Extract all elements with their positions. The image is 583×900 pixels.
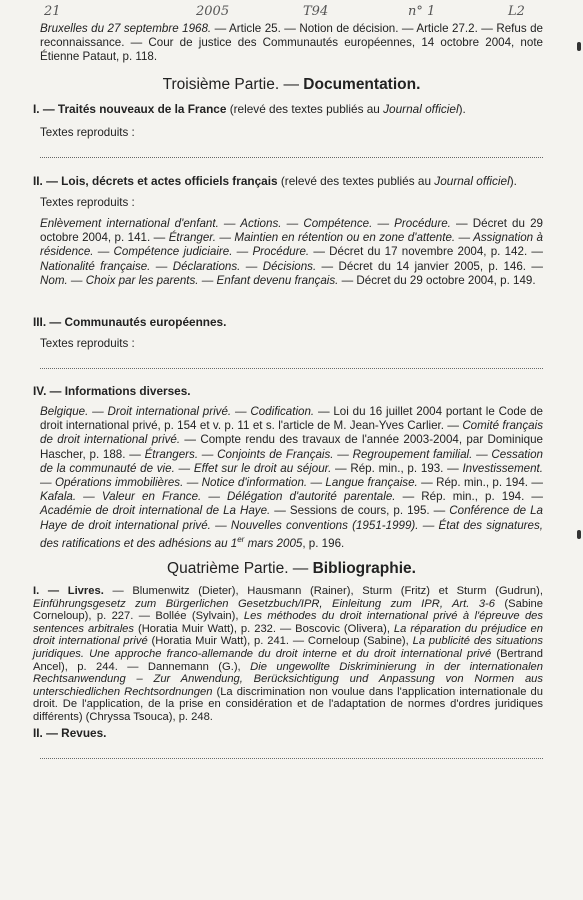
- entry-ref: (La discrimination non voulue dans l'application internationale du droit. De l'application, de la prise en considération et de l'adaptation de normes d'ordres juridiques différents) (Chryssa Tsouca), p. 248.: [33, 685, 543, 723]
- book-title: Einführungsgesetz zum Bürgerlichen Gesetzbuch/IPR, Einleitung zum IPR, Art. 3-6: [33, 597, 495, 610]
- ordinal-superscript: er: [237, 534, 245, 544]
- entry-title: Belgique. — Droit international privé. — Codification.: [40, 405, 315, 418]
- entry-ref: (Sabine Corneloup), p. 227. — Bollée (Sylvain),: [33, 597, 543, 623]
- section-title: III. — Communautés européennes.: [33, 315, 227, 329]
- part-title-documentation: [40, 76, 543, 94]
- handwritten-note: 21: [44, 4, 61, 19]
- handwritten-note: n° 1: [408, 4, 436, 19]
- page-edge-mark: [577, 530, 581, 539]
- entry-ref: (Bertrand Ancel), p. 244. — Dannemann (G.),: [33, 647, 544, 673]
- section-title: II. — Lois, décrets et actes officiels français: [33, 174, 278, 188]
- entry-ref: — Décret du 29 octobre 2004, p. 149.: [338, 273, 536, 287]
- section-note-end: ).: [458, 102, 466, 116]
- part-label: Quatrième Partie. —: [167, 560, 313, 577]
- section-heading-communities: [33, 315, 543, 329]
- section-heading-treaties: [33, 102, 543, 116]
- section-note: (relevé des textes publiés au: [226, 102, 384, 116]
- part-title-bibliography: [40, 560, 543, 578]
- dotted-leader: [40, 368, 543, 369]
- part-heading: Documentation.: [303, 76, 421, 93]
- book-title: La réparation du préjudice en droit international privé: [33, 622, 543, 648]
- page-edge-mark: [577, 42, 581, 51]
- reproduced-texts-label: Textes reproduits :: [40, 196, 135, 209]
- entry-title: Kafala. — Valeur en France. — Délégation d'autorité parentale.: [40, 490, 396, 504]
- journal-name: Journal officiel: [383, 102, 459, 116]
- entry-ref: (Horatia Muir Watt), p. 241. — Corneloup (Sabine),: [147, 635, 413, 648]
- citation-italic: Bruxelles du 27 septembre 1968.: [40, 22, 212, 35]
- entry-ref: — Décret du 29 octobre 2004, p. 141. —: [40, 217, 543, 245]
- entry-ref: — Rép. min., p. 193. —: [331, 461, 463, 475]
- book-title: La publicité des situations juridiques. Une approche franco-allemande du droit interne et du droit international privé: [33, 635, 543, 660]
- entry-ref: — Blumenwitz (Dieter), Hausmann (Rainer), Sturm (Fritz) et Sturm (Gudrun),: [103, 585, 543, 597]
- section-note: (relevé des textes publiés au: [277, 174, 435, 188]
- entry-title: Nom. — Choix par les parents. — Enfant devenu français.: [40, 273, 339, 287]
- laws-paragraph: [40, 217, 543, 288]
- entry-title: Étrangers. — Conjoints de Français. — Regroupement familial. — Cessation de la communauté de vie. — Effet sur le droit au séjour.: [40, 447, 543, 475]
- entry-title: Conférence de La Haye de droit international privé. — Nouvelles conventions (1951-1999). — État des signatures, des ratifications et des adhésions au 1: [40, 504, 543, 550]
- entry-ref: — Sessions de cours, p. 195. —: [270, 504, 450, 518]
- entry-ref: (Horatia Muir Watt), p. 232. — Boscovic (Olivera),: [134, 622, 394, 635]
- entry-title: mars 2005: [244, 536, 303, 550]
- section-heading-laws: [33, 174, 543, 188]
- part-heading: Bibliographie.: [312, 560, 416, 577]
- handwritten-note: T94: [303, 4, 329, 19]
- entry-ref: — Décret du 17 novembre 2004, p. 142. —: [309, 245, 543, 259]
- dotted-leader: [40, 157, 543, 158]
- reproduced-texts-label: Textes reproduits :: [40, 337, 135, 350]
- section-title: II. — Revues.: [33, 726, 107, 740]
- section-note-end: ).: [509, 174, 517, 188]
- dotted-leader: [40, 758, 543, 759]
- entry-title: Comité français de droit international privé.: [40, 419, 543, 447]
- citation-text: — Article 25. — Notion de décision. — Article 27.2. — Refus de reconnaissance. — Cour de justice des Communautés européennes, 14 octobre 2004, note Étienne Pataut, p. 118.: [40, 22, 543, 64]
- books-paragraph: [33, 585, 543, 724]
- section-title: I. — Traités nouveaux de la France: [33, 102, 227, 116]
- handwritten-note: 2005: [196, 4, 230, 19]
- part-label: Troisième Partie. —: [162, 76, 304, 93]
- entry-ref: — Rép. min., p. 194. —: [417, 476, 543, 490]
- entry-ref: , p. 196.: [302, 536, 345, 550]
- continuation-paragraph: [40, 22, 543, 65]
- journal-name: Journal officiel: [434, 174, 510, 188]
- entry-ref: — Compte rendu des travaux de l'année 2003-2004, par Dominique Hascher, p. 188. —: [40, 433, 543, 461]
- handwritten-note: L2: [508, 4, 525, 19]
- book-title: Les méthodes du droit international privé à l'épreuve des sentences arbitrales: [33, 610, 543, 635]
- section-heading-journals: [33, 726, 543, 740]
- entry-title: Nationalité française. — Déclarations. — Décisions.: [40, 259, 317, 273]
- entry-title: Enlèvement international d'enfant. — Actions. — Compétence. — Procédure.: [40, 217, 451, 230]
- entry-title: Étranger. — Maintien en rétention ou en zone d'attente. — Assignation à résidence. — Compétence judiciaire. — Procédure.: [40, 231, 543, 259]
- section-title: I. — Livres.: [33, 585, 104, 597]
- entry-ref: — Décret du 14 janvier 2005, p. 146. —: [316, 259, 543, 273]
- entry-title: Académie de droit international de La Haye.: [40, 504, 271, 518]
- reproduced-texts-label: Textes reproduits :: [40, 126, 135, 139]
- entry-title: Investissement. — Opérations immobilières. — Notice d'information. — Langue française.: [40, 461, 543, 490]
- entry-ref: — Rép. min., p. 194. —: [395, 490, 543, 504]
- section-heading-information: [33, 384, 543, 398]
- information-paragraph: [40, 405, 543, 551]
- book-title: Die ungewollte Diskriminierung in der internationalen Rechtsanwendung – Zur Anwendung, Berücksichtigung und Anpassung von Normen aus unterschiedlichen Rechtsordnungen: [33, 660, 543, 698]
- entry-ref: — Loi du 16 juillet 2004 portant le Code de droit international privé, p. 154 et v. p. 11 et s. l'article de M. Jean-Yves Carlier. —: [40, 405, 543, 433]
- section-title: IV. — Informations diverses.: [33, 384, 191, 398]
